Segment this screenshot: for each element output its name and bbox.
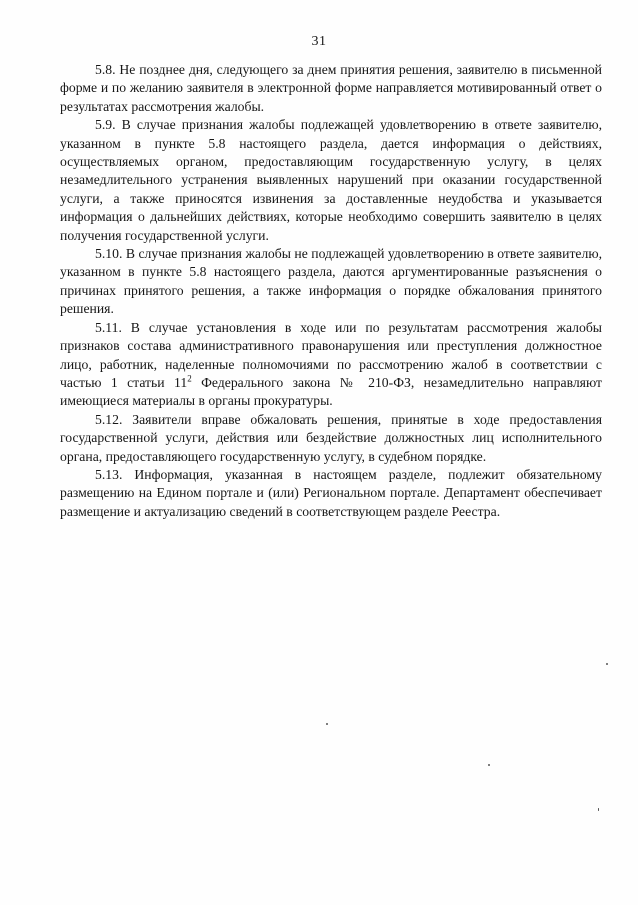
paragraph-5-11-superscript: 2 — [187, 373, 192, 384]
paragraph-5-13: 5.13. Информация, указанная в настоящем разделе, подлежит обязательному размещению на Едином портале и (или) Региональном портале. Департамент обеспечивает размещение и актуализацию сведений в соответствующем разделе Реестра. — [60, 466, 602, 519]
scan-speck — [488, 764, 490, 766]
document-body — [60, 61, 602, 521]
scan-speck — [598, 808, 599, 811]
paragraph-5-8: 5.8. Не позднее дня, следующего за днем принятия решения, заявителю в письменной форме и по желанию заявителя в электронной форме направляется мотивированный ответ о результатах рассмотрения жалобы. — [60, 62, 602, 114]
paragraph-5-9: 5.9. В случае признания жалобы подлежащей удовлетворению в ответе заявителю, указанном в пункте 5.8 настоящего раздела, дается информация о действиях, осуществляемых органом, предоставляющим государственную услугу, в целях незамедлительного устранения выявленных нарушений при оказании государственной услуги, а также приносятся извинения за доставленные неудобства и указывается информация о дальнейших действиях, которые необходимо совершить заявителю в целях получения государственной услуги. — [60, 117, 602, 243]
scan-speck — [326, 723, 328, 725]
paragraph-5-10: 5.10. В случае признания жалобы не подлежащей удовлетворению в ответе заявителю, указанном в пункте 5.8 настоящего раздела, даются аргументированные разъяснения о причинах принятого решения, а также информация о порядке обжалования принятого решения. — [60, 246, 602, 317]
paragraph-5-11 — [60, 319, 602, 411]
scan-speck — [606, 663, 608, 665]
page-number: 31 — [311, 34, 327, 49]
paragraph-5-11-text-before: 5.11. В случае установления в ходе или по результатам рассмотрения жалобы признаков состава административного правонарушения или преступления должностное лицо, работник, наделенные полномочиями по рассмотрению жалоб в соответствии с частью 1 статьи 11 — [60, 319, 602, 390]
paragraph-5-11-text-after: Федерального закона № 210-ФЗ, незамедлительно направляют имеющиеся материалы в органы прокуратуры. — [60, 374, 602, 409]
paragraph-5-12: 5.12. Заявители вправе обжаловать решения, принятые в ходе предоставления государственной услуги, действия или бездействие должностных лиц исполнительного органа, предоставляющего государственную услугу, в судебном порядке. — [60, 411, 602, 464]
